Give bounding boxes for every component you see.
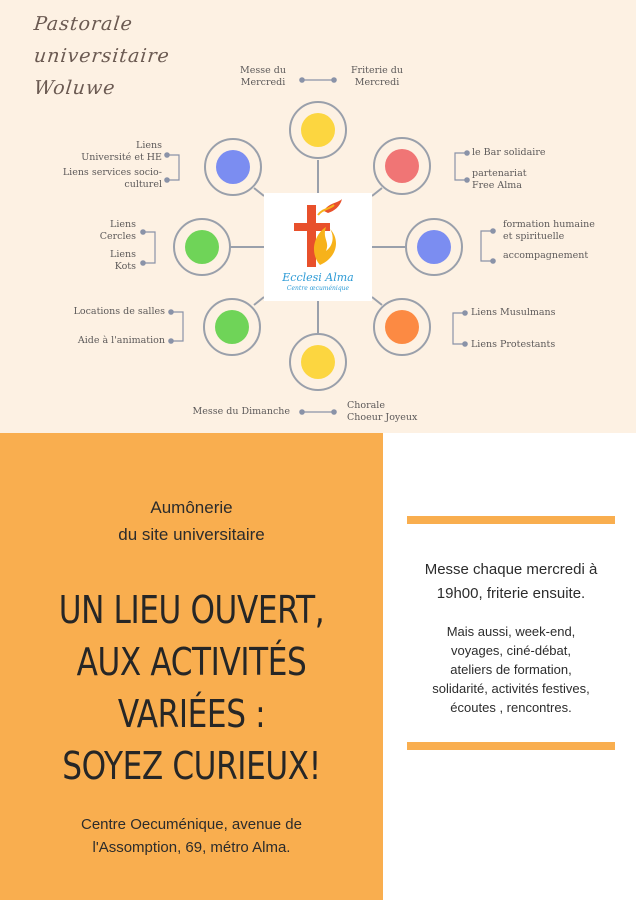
activities-line: solidarité, activités festives, [432, 681, 590, 696]
activities-line: Mais aussi, week-end, [446, 624, 576, 639]
activities-line: écoutes , rencontres. [450, 700, 572, 715]
activities-info [400, 622, 622, 717]
brand-line-3: Woluwe [32, 77, 117, 99]
label-line: Liens Musulmans [471, 307, 556, 318]
label-line: le Bar solidaire [472, 147, 546, 158]
label-line: partenariat [472, 168, 527, 179]
label-line: Liens Protestants [471, 339, 556, 350]
label-messe-mercredi [224, 65, 302, 89]
node-lower-left [204, 299, 260, 355]
label-liens-cercles-kots [60, 219, 136, 273]
label-bar-solidaire [472, 147, 592, 192]
address-line: l'Assomption, 69, métro Alma. [92, 839, 291, 856]
logo-name: Ecclesi Alma [282, 271, 354, 284]
label-messe-dimanche [180, 406, 290, 418]
address-line: Centre Oecuménique, avenue de [81, 816, 302, 833]
label-line: Liens [110, 249, 136, 260]
label-line: Cercles [99, 231, 136, 242]
label-line: Liens [110, 219, 136, 230]
label-line: Liens services socio- [62, 167, 162, 178]
label-line: Mercredi [240, 77, 286, 88]
activities-line: voyages, ciné-débat, [451, 643, 571, 658]
headline-line: SOYEZ CURIEUX! [62, 744, 321, 788]
label-line: Free Alma [472, 180, 522, 191]
ecclesi-alma-logo [264, 193, 372, 301]
label-salles-animation [50, 306, 165, 347]
messe-line: 19h00, friterie ensuite. [436, 585, 586, 602]
node-lower-right [374, 299, 430, 355]
label-line: formation humaine [503, 219, 595, 230]
label-line: Messe du Dimanche [192, 406, 290, 417]
node-upper-right [374, 138, 430, 194]
node-left [174, 219, 230, 275]
heading-line: Aumônerie [150, 498, 233, 517]
label-line: Messe du [240, 65, 286, 76]
messe-info [400, 558, 622, 606]
headline-line: VARIÉES : [117, 692, 266, 736]
label-line: Aide à l'animation [77, 335, 165, 346]
address [0, 813, 383, 859]
activities-line: ateliers de formation, [450, 662, 572, 677]
label-formation [503, 219, 613, 262]
headline-line: AUX ACTIVITÉS [76, 640, 307, 684]
label-line: Chorale [347, 400, 385, 411]
label-line: Choeur Joyeux [347, 412, 418, 423]
node-bottom [290, 334, 346, 390]
divider-bottom [407, 742, 615, 750]
label-line: Locations de salles [73, 306, 165, 317]
node-upper-left [205, 139, 261, 195]
divider-top [407, 516, 615, 524]
label-line: accompagnement [503, 250, 589, 261]
label-line: et spirituelle [503, 231, 565, 242]
label-line: culturel [124, 179, 162, 190]
messe-line: Messe chaque mercredi à [424, 561, 598, 578]
label-line: Université et HE [81, 152, 162, 163]
label-line: Kots [114, 261, 136, 272]
node-right [406, 219, 462, 275]
heading-line: du site universitaire [118, 525, 265, 544]
aumonerie-heading [0, 494, 383, 548]
brand-line-1: Pastorale [32, 13, 134, 35]
node-top [290, 102, 346, 158]
logo-subtitle: Centre œcuménique [286, 285, 350, 292]
label-line: Friterie du [350, 65, 404, 76]
main-headline [34, 584, 348, 792]
brand-line-2: universitaire [32, 45, 171, 67]
label-friterie-mercredi [338, 65, 416, 89]
headline-line: UN LIEU OUVERT, [58, 588, 325, 632]
label-line: Liens [136, 140, 162, 151]
label-liens-religions [471, 307, 581, 351]
label-line: Mercredi [354, 77, 400, 88]
label-liens-universite [56, 140, 162, 191]
label-chorale [347, 400, 447, 424]
